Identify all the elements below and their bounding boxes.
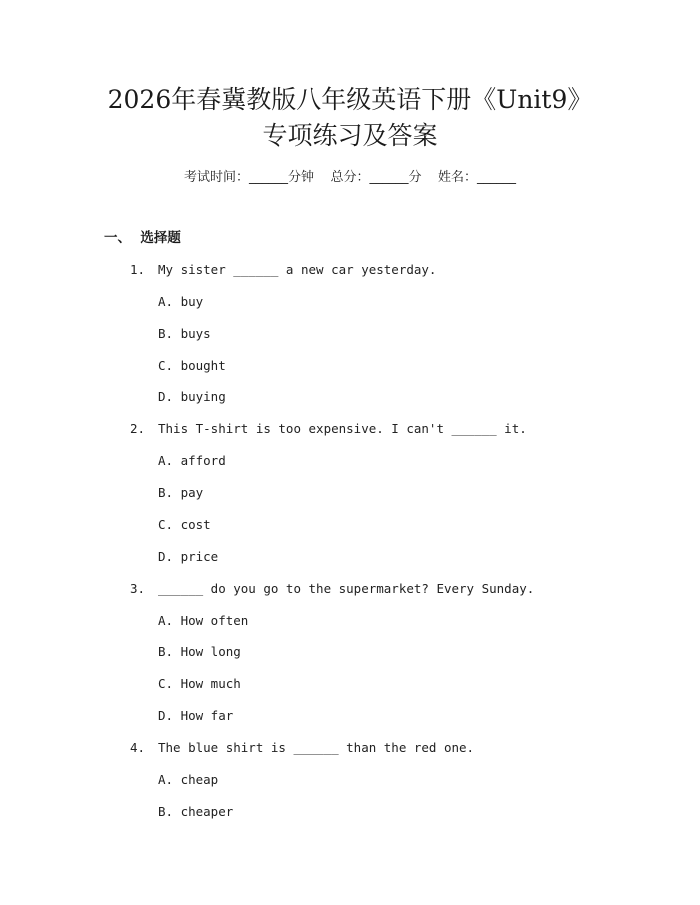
answer-option: D. price — [158, 549, 219, 564]
answer-option: B. pay — [158, 485, 204, 500]
question-number: 2. — [130, 421, 146, 436]
answer-option: C. How much — [158, 676, 241, 691]
section-heading: 一、 选择题 — [104, 230, 181, 246]
question-text: ______ do you go to the supermarket? Every Sunday. — [158, 581, 535, 596]
question-text: This T-shirt is too expensive. I can't ______ it. — [158, 421, 527, 436]
question-text: My sister ______ a new car yesterday. — [158, 262, 437, 277]
answer-option: C. cost — [158, 517, 211, 532]
answer-option: B. How long — [158, 644, 241, 659]
answer-option: A. cheap — [158, 772, 219, 787]
answer-option: A. How often — [158, 613, 249, 628]
question-text: The blue shirt is ______ than the red one. — [158, 740, 475, 755]
answer-option: A. afford — [158, 453, 226, 468]
exam-info-line: 考试时间：______分钟 总分：______分 姓名：______ — [183, 170, 517, 185]
answer-option: B. buys — [158, 326, 211, 341]
document-title-line1: 2026年春冀教版八年级英语下册《Unit9》 — [107, 85, 593, 114]
answer-option: C. bought — [158, 358, 226, 373]
document-title-line2: 专项练习及答案 — [262, 121, 438, 150]
question-number: 4. — [130, 740, 146, 755]
question-number: 1. — [130, 262, 146, 277]
answer-option: D. How far — [158, 708, 234, 723]
answer-option: D. buying — [158, 389, 226, 404]
question-number: 3. — [130, 581, 146, 596]
answer-option: B. cheaper — [158, 804, 234, 819]
answer-option: A. buy — [158, 294, 204, 309]
